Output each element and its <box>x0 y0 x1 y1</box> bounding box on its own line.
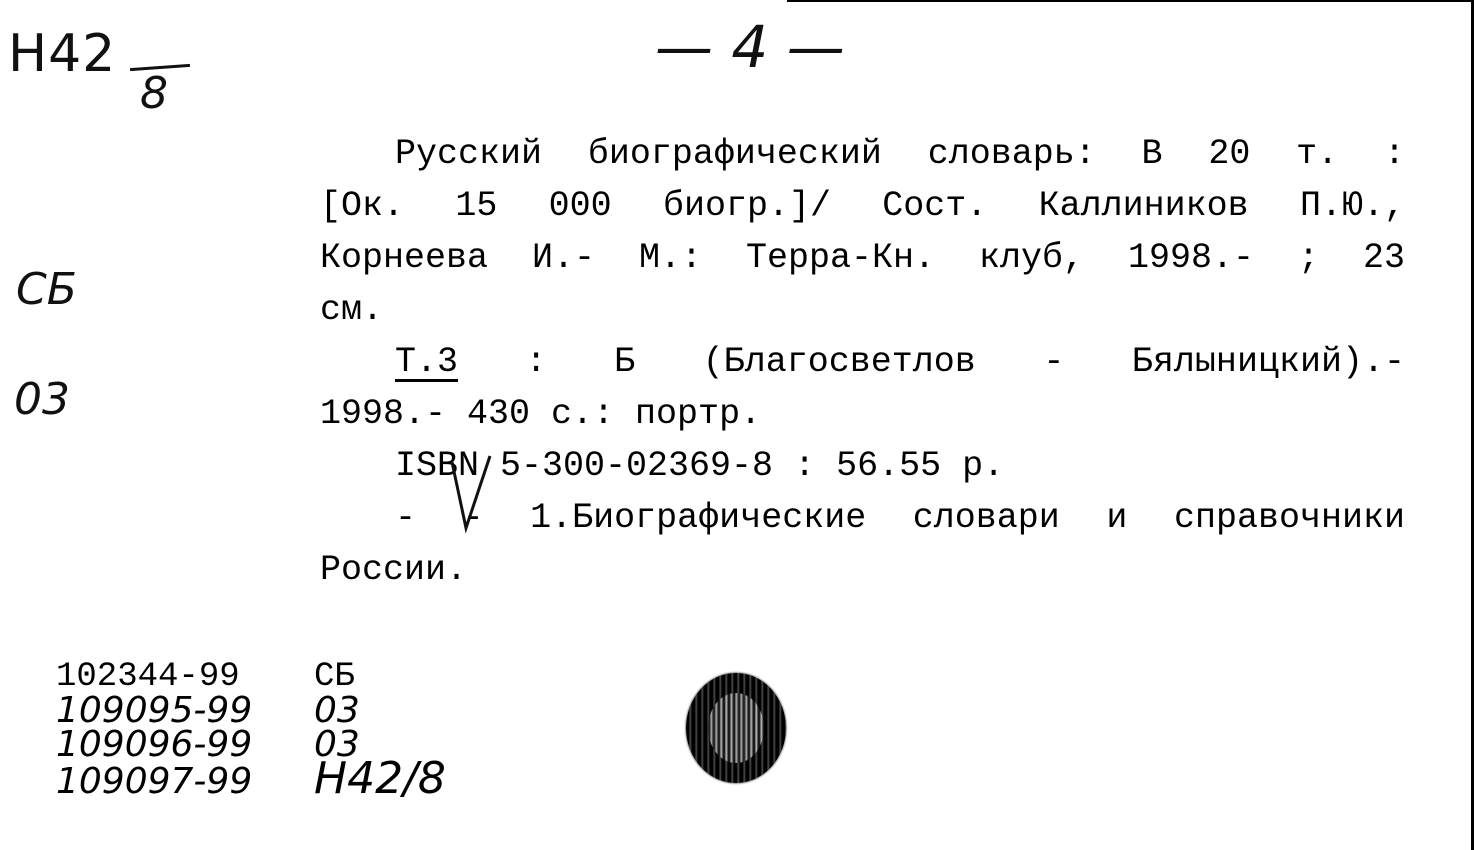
card-punch-hole <box>686 673 786 783</box>
record-line-3 <box>320 232 1405 284</box>
inventory-number: 109096-99 <box>56 724 253 765</box>
inventory-code: 03 <box>314 724 360 765</box>
checkmark-icon <box>448 454 494 534</box>
record-line-1 <box>320 128 1405 180</box>
word: Каллиников <box>1038 186 1249 226</box>
word: ; <box>1297 238 1319 278</box>
word: : <box>525 342 547 382</box>
word: - <box>395 498 417 538</box>
word: П.Ю., <box>1299 186 1405 226</box>
word: и <box>1106 498 1128 538</box>
word: - <box>1043 342 1065 382</box>
isbn-price: ISBN 5-300-02369-8 : 56.55 р. <box>395 446 1005 486</box>
word: клуб, <box>978 238 1084 278</box>
left-code-sb: СБ <box>16 264 77 315</box>
inventory-number: 109095-99 <box>56 690 253 731</box>
volume-line-2 <box>320 388 1405 440</box>
inventory-row <box>56 753 446 804</box>
word: М.: <box>638 238 702 278</box>
word: (Благосветлов <box>702 342 976 382</box>
record-line-4 <box>320 284 1405 336</box>
inventory-number: 102344-99 <box>56 658 240 696</box>
word: Корнеева <box>320 238 489 278</box>
word: Терра-Кн. <box>745 238 935 278</box>
word: Бялыницкий).- <box>1131 342 1405 382</box>
word: В <box>1141 134 1163 174</box>
inventory-number: 109097-99 <box>56 761 253 802</box>
word: см. <box>320 290 384 330</box>
word: - <box>462 498 484 538</box>
word: 20 <box>1208 134 1251 174</box>
inventory-row <box>56 690 446 731</box>
left-code-03: 03 <box>14 374 70 425</box>
word: 000 <box>548 186 612 226</box>
shelf-mark-top: Н42 <box>8 24 117 84</box>
word: : <box>1383 134 1405 174</box>
word: И.- <box>532 238 596 278</box>
inventory-code: Н42/8 <box>314 753 446 804</box>
word: биогр.]/ <box>662 186 831 226</box>
shelf-mark-bottom: 8 <box>140 68 168 119</box>
subject-end: России. <box>320 550 468 590</box>
inventory-list <box>56 658 446 804</box>
volume-line <box>320 336 1405 388</box>
word: Сост. <box>882 186 988 226</box>
word: Русский <box>395 134 543 174</box>
card-top-border <box>787 0 1474 2</box>
subject-line-2 <box>320 544 1405 596</box>
volume-details: 1998.- 430 с.: портр. <box>320 394 762 434</box>
inventory-code: 03 <box>314 690 360 731</box>
inventory-code: СБ <box>314 658 355 696</box>
word: биографический <box>587 134 882 174</box>
word: 23 <box>1362 238 1405 278</box>
word: Б <box>614 342 636 382</box>
word: т. <box>1296 134 1339 174</box>
volume-label: Т.3 <box>395 342 459 382</box>
word: словарь: <box>927 134 1096 174</box>
word: справочники <box>1173 498 1405 538</box>
word: [Ок. <box>320 186 405 226</box>
word: 15 <box>455 186 498 226</box>
word: 1998.- <box>1127 238 1254 278</box>
record-line-2 <box>320 180 1405 232</box>
inventory-row <box>56 660 446 694</box>
word: 1.Биографические <box>530 498 867 538</box>
word: словари <box>912 498 1060 538</box>
page-number: — 4 — <box>655 13 845 81</box>
